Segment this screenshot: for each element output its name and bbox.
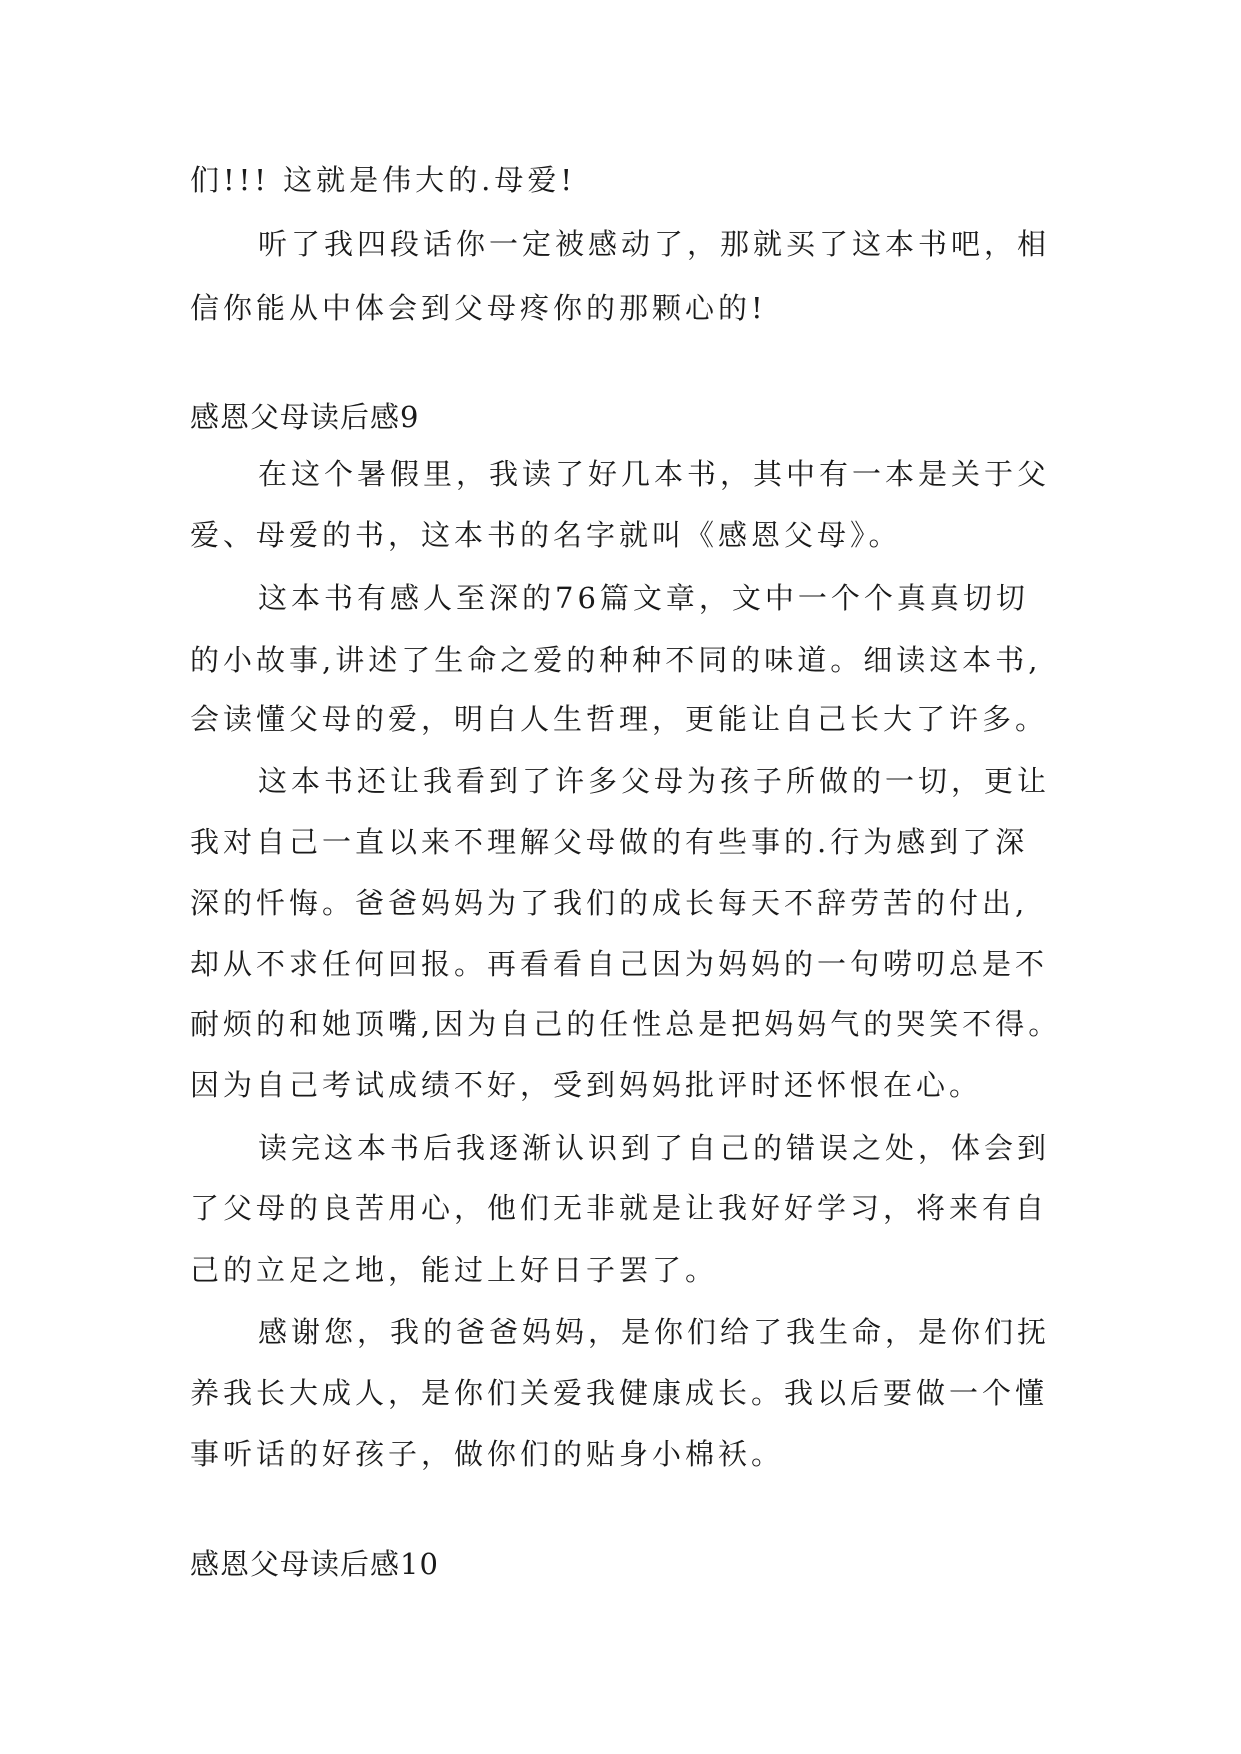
paragraph-line: 这本书有感人至深的76篇文章，文中一个个真真切切 [258,581,1029,615]
section-heading: 感恩父母读后感10 [190,1547,439,1581]
paragraph-line: 们!!! 这就是伟大的.母爱! [190,163,577,197]
paragraph-line: 的小故事,讲述了生命之爱的种种不同的味道。细读这本书, [190,643,1042,677]
paragraph-line: 爱、母爱的书，这本书的名字就叫《感恩父母》。 [190,518,902,552]
paragraph-line: 因为自己考试成绩不好，受到妈妈批评时还怀恨在心。 [190,1068,983,1102]
paragraph-line: 在这个暑假里，我读了好几本书，其中有一本是关于父 [258,457,1051,491]
paragraph-line: 养我长大成人，是你们关爱我健康成长。我以后要做一个懂 [190,1376,1049,1410]
paragraph-line: 感谢您，我的爸爸妈妈，是你们给了我生命，是你们抚 [258,1315,1051,1349]
paragraph-line: 我对自己一直以来不理解父母做的有些事的.行为感到了深 [190,825,1029,859]
paragraph-line: 读完这本书后我逐渐认识到了自己的错误之处，体会到 [258,1131,1051,1165]
paragraph-line: 耐烦的和她顶嘴,因为自己的任性总是把妈妈气的哭笑不得。 [190,1007,1062,1041]
paragraph-line: 深的忏悔。爸爸妈妈为了我们的成长每天不辞劳苦的付出, [190,886,1029,920]
paragraph-line: 听了我四段话你一定被感动了，那就买了这本书吧，相 [258,227,1051,261]
paragraph-line: 信你能从中体会到父母疼你的那颗心的! [190,291,767,325]
paragraph-line: 会读懂父母的爱，明白人生哲理，更能让自己长大了许多。 [190,702,1049,736]
paragraph-line: 却从不求任何回报。再看看自己因为妈妈的一句唠叨总是不 [190,947,1049,981]
paragraph-line: 事听话的好孩子，做你们的贴身小棉袄。 [190,1437,785,1471]
paragraph-line: 己的立足之地，能过上好日子罢了。 [190,1253,719,1287]
paragraph-line: 这本书还让我看到了许多父母为孩子所做的一切，更让 [258,764,1051,798]
section-heading: 感恩父母读后感9 [190,400,420,434]
paragraph-line: 了父母的良苦用心，他们无非就是让我好好学习，将来有自 [190,1191,1049,1225]
